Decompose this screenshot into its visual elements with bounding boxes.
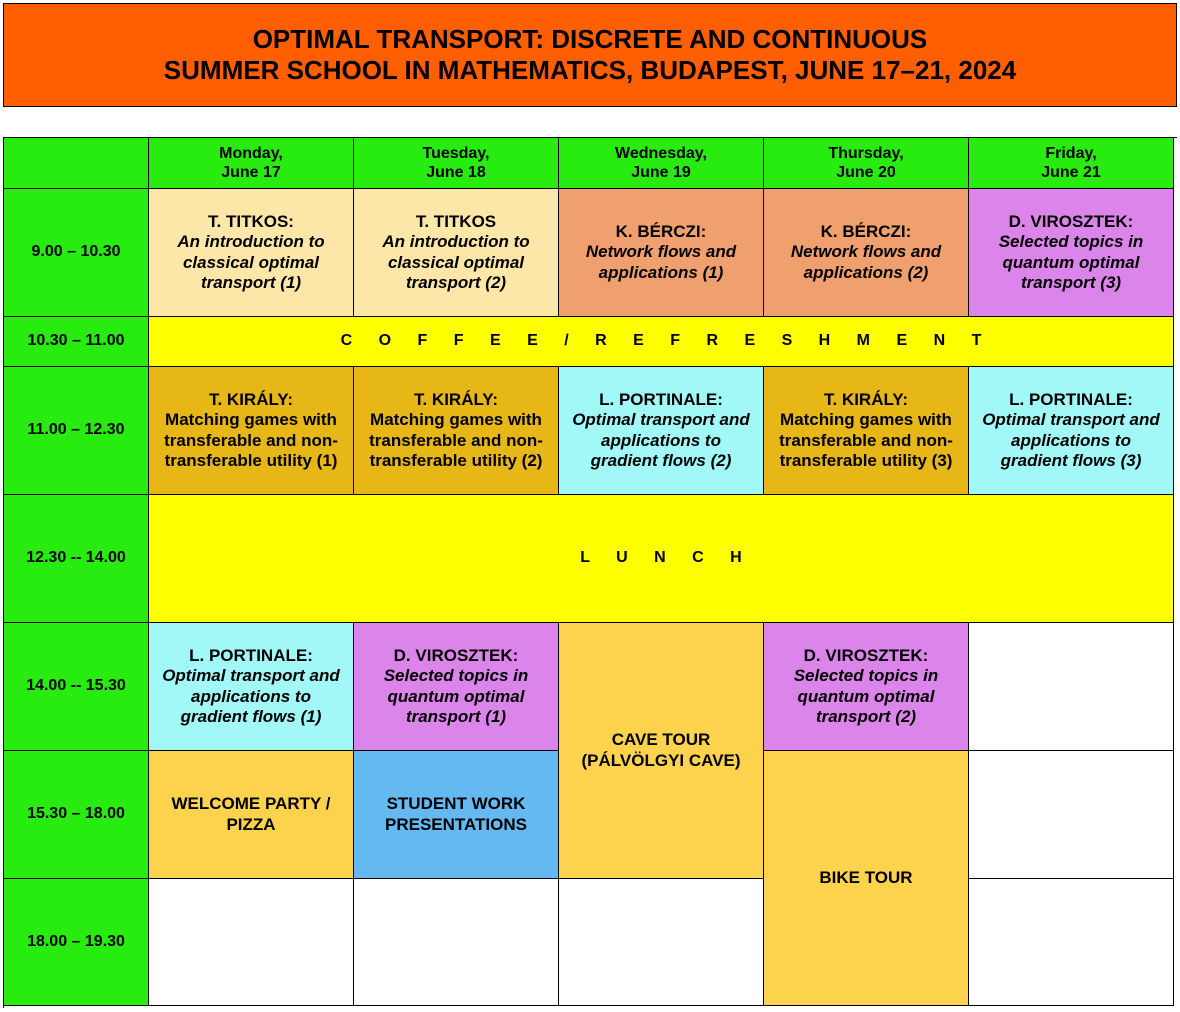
- topic-line: transferable utility (1): [164, 451, 338, 470]
- topic-line: transferable and non-: [779, 430, 953, 450]
- topic-line: Selected topics in: [383, 666, 529, 685]
- empty-cell: [969, 879, 1174, 1006]
- lecturer: T. TITKOS:: [208, 211, 294, 231]
- topic-line: Network flows and: [790, 242, 942, 262]
- topic-line: classical optimal: [182, 252, 320, 272]
- session-mon-0900: [149, 189, 354, 317]
- day-date: June 20: [836, 164, 896, 181]
- bike-tour: BIKE TOUR: [764, 751, 969, 1006]
- topic-line: applications to: [191, 686, 311, 706]
- topic-line: transferable and non-: [369, 430, 543, 450]
- topic-line: Selected topics in: [793, 666, 939, 685]
- student-presentations: [354, 751, 559, 879]
- topic-line: Optimal transport and: [162, 666, 340, 685]
- topic-line: classical optimal: [387, 252, 525, 272]
- day-name: Monday,: [219, 145, 283, 162]
- topic-line: Matching games with: [165, 410, 337, 429]
- day-header-monday: [149, 138, 354, 189]
- session-tue-1100: [354, 367, 559, 495]
- time-slot-0900: 9.00 – 10.30: [4, 189, 149, 317]
- welcome-party: [149, 751, 354, 879]
- time-slot-1400: 14.00 -- 15.30: [4, 623, 149, 751]
- session-tue-0900: [354, 189, 559, 317]
- student-presentations-line: STUDENT WORK: [386, 794, 526, 813]
- topic-line: An introduction to: [177, 232, 325, 251]
- topic-line: Matching games with: [370, 410, 542, 429]
- topic-line: applications (1): [598, 262, 724, 282]
- time-slot-1530: 15.30 – 18.00: [4, 751, 149, 879]
- topic-line: Matching games with: [780, 410, 952, 429]
- day-date: June 19: [631, 164, 691, 181]
- topic-line: transport (3): [1020, 273, 1122, 292]
- session-thu-1400: [764, 623, 969, 751]
- session-wed-1100: [559, 367, 764, 495]
- title-line-2: SUMMER SCHOOL IN MATHEMATICS, BUDAPEST, JUNE 17–21, 2024: [163, 55, 1017, 85]
- day-name: Friday,: [1045, 145, 1097, 162]
- lecturer: D. VIROSZTEK:: [803, 645, 929, 665]
- topic-line: transport (2): [815, 707, 917, 726]
- lecturer: L. PORTINALE:: [189, 645, 313, 665]
- coffee-break: C O F F E E / R E F R E S H M E N T: [149, 317, 1174, 367]
- topic-line: gradient flows (3): [1000, 451, 1142, 470]
- lecturer: T. KIRÁLY:: [823, 389, 909, 409]
- day-header-tuesday: [354, 138, 559, 189]
- topic-line: quantum optimal: [387, 686, 525, 706]
- topic-line: quantum optimal: [1002, 252, 1140, 272]
- topic-line: transport (1): [405, 707, 507, 726]
- topic-line: Optimal transport and: [982, 410, 1160, 429]
- cave-tour-line: (PÁLVÖLGYI CAVE): [581, 750, 741, 770]
- time-slot-1030: 10.30 – 11.00: [4, 317, 149, 367]
- empty-cell: [559, 879, 764, 1006]
- day-date: June 18: [426, 164, 486, 181]
- time-slot-1100: 11.00 – 12.30: [4, 367, 149, 495]
- topic-line: quantum optimal: [797, 686, 935, 706]
- session-fri-1100: [969, 367, 1174, 495]
- welcome-party-line: WELCOME PARTY /: [171, 794, 331, 813]
- student-presentations-line: PRESENTATIONS: [385, 814, 527, 834]
- lunch-break: L U N C H: [149, 495, 1174, 623]
- title-line-1: OPTIMAL TRANSPORT: DISCRETE AND CONTINUOUS: [252, 24, 928, 54]
- lecturer: L. PORTINALE:: [599, 389, 723, 409]
- schedule-table: [3, 137, 1177, 1008]
- session-thu-0900: [764, 189, 969, 317]
- lecturer: T. KIRÁLY:: [413, 389, 499, 409]
- session-fri-0900: [969, 189, 1174, 317]
- topic-line: gradient flows (2): [590, 451, 732, 470]
- empty-cell: [354, 879, 559, 1006]
- topic-line: transferable utility (2): [369, 451, 543, 470]
- day-name: Thursday,: [828, 145, 904, 162]
- day-header-friday: [969, 138, 1174, 189]
- topic-line: applications (2): [803, 262, 929, 282]
- empty-cell: [969, 623, 1174, 751]
- day-date: June 17: [221, 164, 281, 181]
- topic-line: transport (1): [200, 273, 302, 292]
- day-name: Wednesday,: [615, 145, 707, 162]
- time-slot-1800: 18.00 – 19.30: [4, 879, 149, 1006]
- day-header-thursday: [764, 138, 969, 189]
- topic-line: applications to: [1011, 430, 1131, 450]
- cave-tour-line: CAVE TOUR: [611, 730, 711, 749]
- topic-line: Optimal transport and: [572, 410, 750, 429]
- corner-cell: [4, 138, 149, 189]
- topic-line: transferable utility (3): [779, 451, 953, 470]
- topic-line: applications to: [601, 430, 721, 450]
- lecturer: L. PORTINALE:: [1009, 389, 1133, 409]
- topic-line: transferable and non-: [164, 430, 338, 450]
- empty-cell: [149, 879, 354, 1006]
- lecturer: K. BÉRCZI:: [820, 221, 912, 241]
- day-date: June 21: [1041, 164, 1101, 181]
- lecturer: D. VIROSZTEK:: [1008, 211, 1134, 231]
- session-mon-1100: [149, 367, 354, 495]
- session-thu-1100: [764, 367, 969, 495]
- lecturer: T. TITKOS: [415, 211, 497, 231]
- time-slot-1230: 12.30 -- 14.00: [4, 495, 149, 623]
- topic-line: transport (2): [405, 273, 507, 292]
- page-title: [3, 3, 1177, 107]
- day-name: Tuesday,: [422, 145, 490, 162]
- topic-line: gradient flows (1): [180, 707, 322, 726]
- lecturer: K. BÉRCZI:: [615, 221, 707, 241]
- topic-line: An introduction to: [382, 232, 530, 251]
- session-tue-1400: [354, 623, 559, 751]
- empty-cell: [969, 751, 1174, 879]
- day-header-wednesday: [559, 138, 764, 189]
- lecturer: T. KIRÁLY:: [208, 389, 294, 409]
- session-mon-1400: [149, 623, 354, 751]
- lecturer: D. VIROSZTEK:: [393, 645, 519, 665]
- session-wed-0900: [559, 189, 764, 317]
- cave-tour: [559, 623, 764, 879]
- welcome-party-line: PIZZA: [226, 814, 276, 834]
- topic-line: Network flows and: [585, 242, 737, 262]
- topic-line: Selected topics in: [998, 232, 1144, 251]
